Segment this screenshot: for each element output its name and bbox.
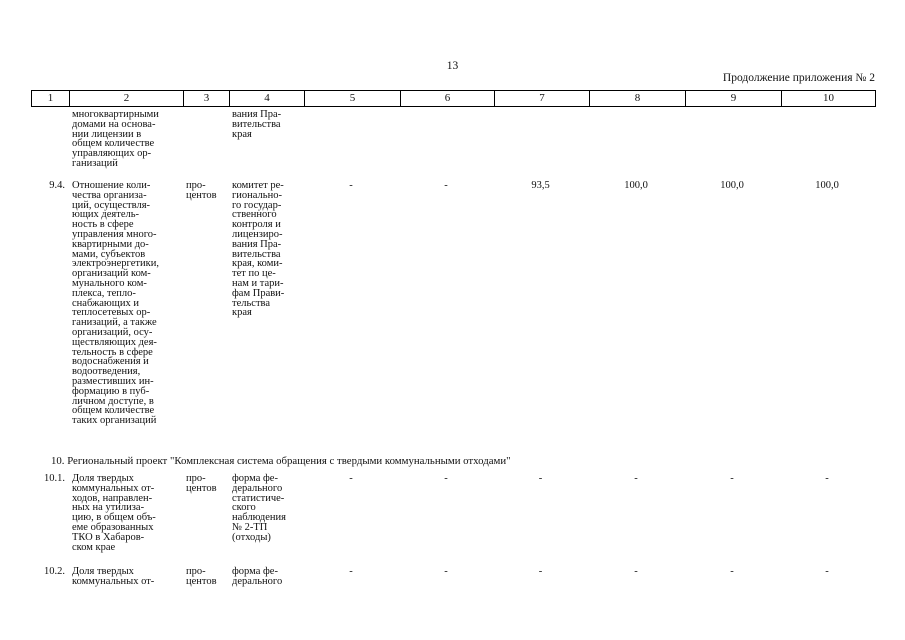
row-id: 10.1.: [44, 473, 65, 484]
row-unit: про- центов: [186, 566, 217, 587]
section-title: 10. Региональный проект "Комплексная система обращения с твердыми коммунальными отходами": [51, 455, 511, 467]
header-col-7: 7: [494, 91, 589, 106]
value-col-8: 100,0: [624, 180, 648, 191]
value-col-6: -: [444, 180, 448, 191]
header-col-10: 10: [781, 91, 875, 106]
value-col-5: -: [349, 566, 353, 577]
header-col-8: 8: [589, 91, 685, 106]
value-col-7: -: [538, 566, 543, 577]
header-col-3: 3: [183, 91, 229, 106]
value-col-10: -: [825, 566, 829, 577]
row-name: многоквартирными домами на основа- нии лицензии в общем количестве управляющих ор- ганизаций: [72, 109, 159, 169]
row-name: Доля твердых коммунальных от- ходов, направлен- ных на утилиза- цию, в общем объ- еме образованных ТКО в Хабаров- ском крае: [72, 473, 156, 553]
value-col-7: -: [538, 473, 543, 484]
row-id: 10.2.: [44, 566, 65, 577]
header-col-1: 1: [47, 92, 54, 104]
value-col-8: -: [634, 473, 638, 484]
value-col-6: -: [444, 566, 448, 577]
page-number: 13: [446, 60, 459, 72]
row-source: форма фе- дерального: [232, 566, 283, 587]
row-name: Доля твердых коммунальных от-: [72, 566, 155, 587]
row-name: Отношение коли- чества организа- ций, осуществля- ющих деятель- ность в сфере управления много- квартирными до- мами, субъектов электроэнергетики, организаций ком- мунального ком- плекса, тепло- снабжающих и теплосетевых ор- ганизаций, а также организаций, осу- ществляющих дея- тельность в сфере водоснабжения и водоотведения, разместивших ин- формацию в пуб- личном доступе, в общем количестве таких организаций: [72, 180, 159, 427]
row-source: комитет ре- гионально- го государ- ственного контроля и лицензиро- вания Пра- вительства края, коми- тет по це- нам и тари- фам Прави- тельства края: [232, 180, 285, 319]
header-col-6: 6: [400, 91, 494, 106]
row-unit: про- центов: [186, 473, 217, 494]
row-id: 9.4.: [49, 180, 65, 191]
value-col-7: 93,5: [531, 180, 550, 191]
row-unit: про- центов: [186, 180, 217, 201]
value-col-6: -: [444, 473, 448, 484]
header-col-4: 4: [229, 91, 304, 106]
value-col-10: 100,0: [815, 180, 839, 191]
value-col-10: -: [825, 473, 829, 484]
header-col-2: 2: [69, 91, 183, 106]
value-col-9: -: [730, 473, 734, 484]
value-col-9: 100,0: [720, 180, 744, 191]
value-col-5: -: [349, 473, 353, 484]
header-col-5: 5: [304, 91, 400, 106]
value-col-5: -: [349, 180, 353, 191]
table-header: [31, 90, 876, 107]
row-source: форма фе- дерального статистиче- ского наблюдения № 2-ТП (отходы): [232, 473, 286, 543]
appendix-continuation-note: Продолжение приложения № 2: [722, 72, 875, 84]
row-source: вания Пра- вительства края: [232, 109, 282, 140]
value-col-9: -: [730, 566, 734, 577]
header-col-9: 9: [685, 91, 781, 106]
value-col-8: -: [634, 566, 638, 577]
